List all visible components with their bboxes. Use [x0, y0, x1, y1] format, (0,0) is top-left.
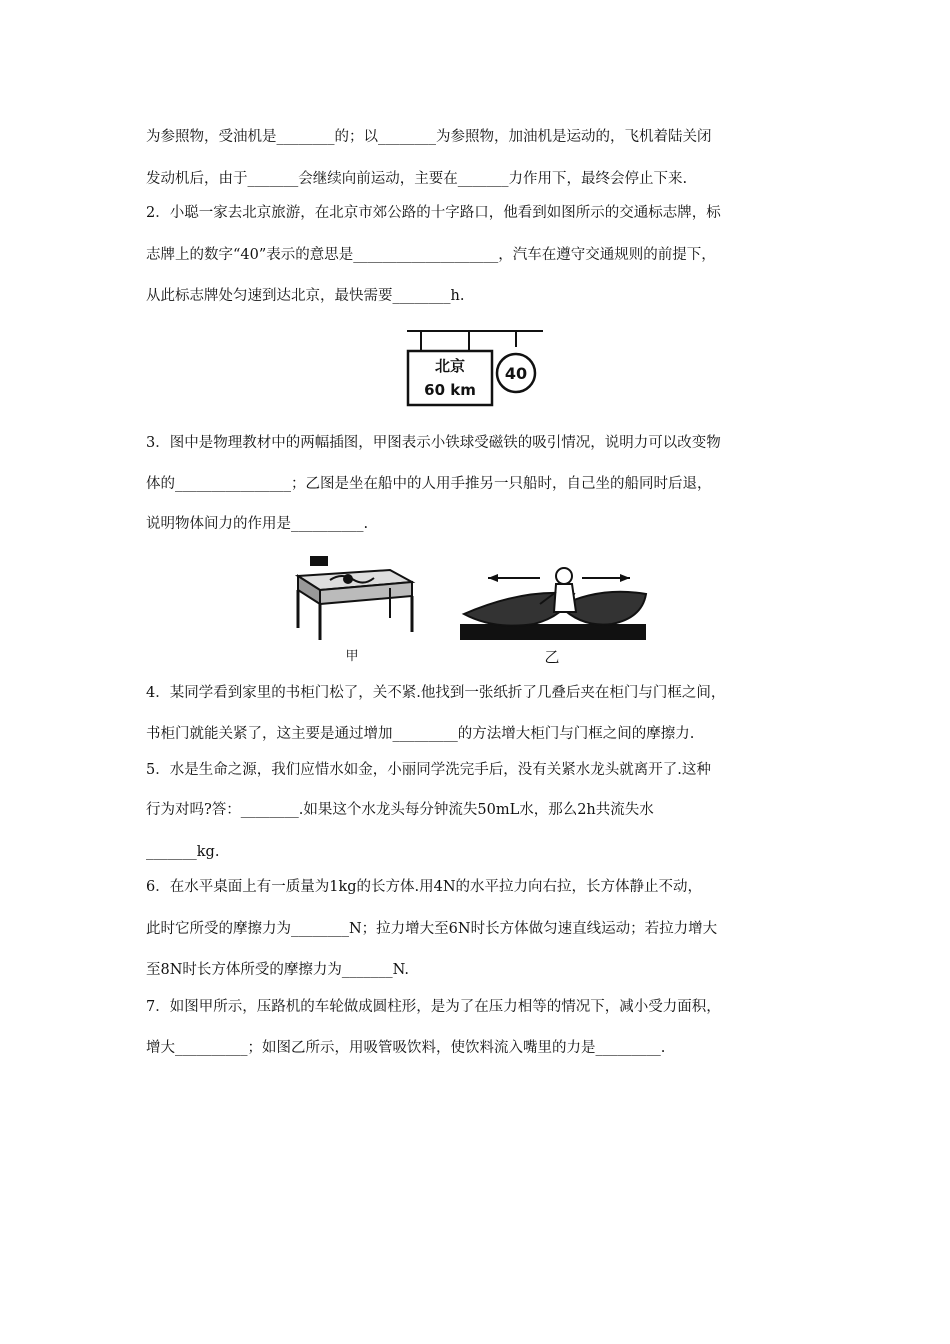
label-jia: 甲	[345, 649, 359, 664]
speed-limit-value: 40	[504, 364, 528, 383]
text-line-16: 至8N时长方体所受的摩擦力为_______N.	[146, 962, 410, 978]
text-line-12: 行为对吗?答：________.如果这个水龙头每分钟流失50mL水，那么2h共流失水	[146, 802, 654, 818]
text-line-8: 说明物体间力的作用是__________.	[146, 516, 369, 532]
traffic-sign-figure	[405, 327, 545, 409]
text-line-10: 书柜门就能关紧了，这主要是通过增加_________的方法增大柜门与门框之间的摩擦力.	[146, 726, 695, 742]
text-line-4: 志牌上的数字“40”表示的意思是____________________，汽车在遵守交通规则的前提下，	[146, 247, 716, 263]
text-line-2: 发动机后，由于_______会继续向前运动，主要在_______力作用下，最终会停止下来.	[146, 171, 688, 187]
text-line-14: 6．在水平桌面上有一质量为1kg的长方体.用4N的水平拉力向右拉，长方体静止不动，	[146, 879, 703, 895]
text-line-6: 3．图中是物理教材中的两幅插图，甲图表示小铁球受磁铁的吸引情况，说明力可以改变物	[146, 435, 721, 451]
text-line-11: 5．水是生命之源，我们应惜水如金，小丽同学洗完手后，没有关紧水龙头就离开了.这种	[146, 762, 711, 778]
magnet-tray-illustration	[298, 556, 412, 664]
text-line-1: 为参照物，受油机是________的；以________为参照物，加油机是运动的，飞机着陆关闭	[146, 129, 712, 145]
label-yi: 乙	[544, 648, 560, 666]
force-illustrations-figure	[290, 548, 660, 666]
text-line-17: 7．如图甲所示，压路机的车轮做成圆柱形，是为了在压力相等的情况下，减小受力面积，	[146, 999, 721, 1015]
boat-push-illustration	[460, 568, 646, 666]
sign-place: 北京	[434, 357, 466, 375]
text-line-7: 体的________________；乙图是坐在船中的人用手推另一只船时，自己坐的船同时后退，	[146, 476, 712, 492]
text-line-9: 4．某同学看到家里的书柜门松了，关不紧.他找到一张纸折了几叠后夹在柜门与门框之间，	[146, 685, 726, 701]
text-line-15: 此时它所受的摩擦力为________N；拉力增大至6N时长方体做匀速直线运动；若拉力增大	[146, 921, 718, 937]
text-line-13: _______kg.	[146, 844, 220, 860]
sign-distance: 60 km	[424, 381, 476, 399]
text-line-3: 2．小聪一家去北京旅游，在北京市郊公路的十字路口，他看到如图所示的交通标志牌，标	[146, 205, 721, 221]
text-line-5: 从此标志牌处匀速到达北京，最快需要________h.	[146, 288, 465, 304]
text-line-18: 增大__________；如图乙所示，用吸管吸饮料，使饮料流入嘴里的力是_________.	[146, 1040, 666, 1056]
